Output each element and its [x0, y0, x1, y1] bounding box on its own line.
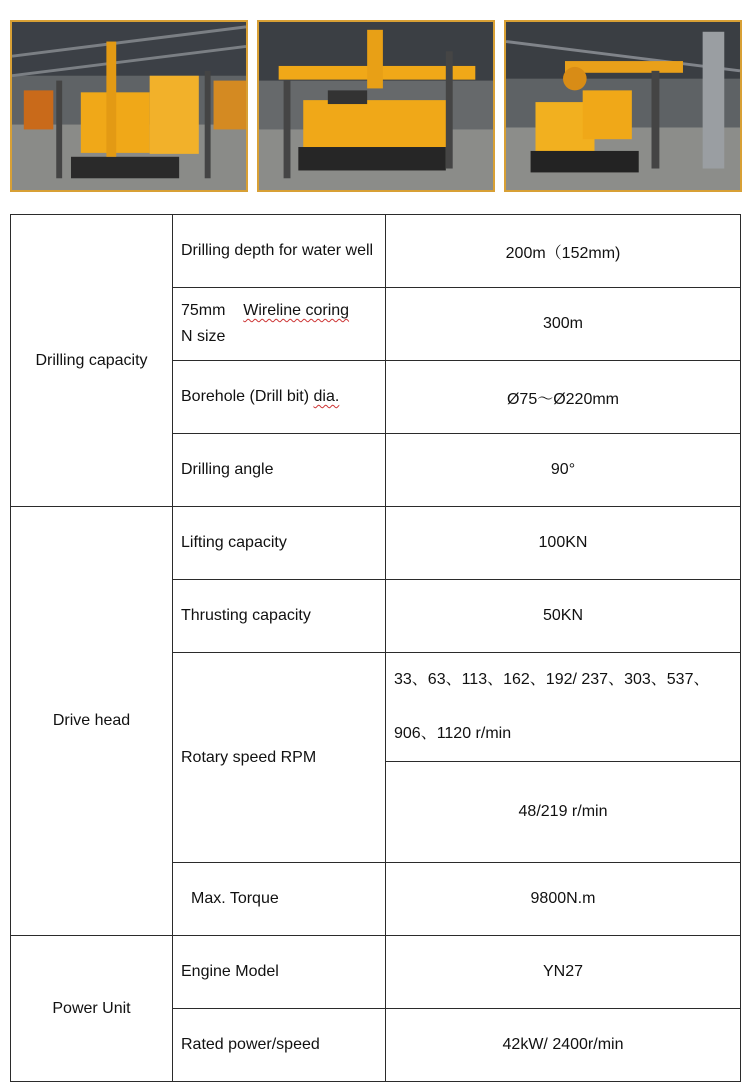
param-rated-power: Rated power/speed: [173, 1009, 386, 1082]
param-wireline-coring: [173, 288, 386, 361]
value-engine-model: YN27: [386, 936, 741, 1009]
param-drilling-depth: Drilling depth for water well: [173, 215, 386, 288]
param-borehole-label: Borehole (Drill bit): [181, 388, 310, 405]
photo-strip: [0, 0, 750, 200]
value-wireline-coring: 300m: [386, 288, 741, 361]
param-lifting-capacity: Lifting capacity: [173, 507, 386, 580]
param-wireline-n-size: N size: [181, 328, 226, 345]
value-rotary-speed-low: 48/219 r/min: [386, 762, 741, 863]
param-wireline-label: Wireline coring: [243, 302, 350, 319]
drilling-rig-photo-1: [10, 20, 248, 192]
drilling-rig-photo-3: [504, 20, 742, 192]
value-lifting-capacity: 100KN: [386, 507, 741, 580]
value-drilling-depth: 200m（152mm): [386, 215, 741, 288]
value-max-torque: 9800N.m: [386, 863, 741, 936]
param-borehole-dia-abbr: dia.: [313, 388, 340, 405]
value-borehole-dia: Ø75～Ø220mm: [386, 361, 741, 434]
param-borehole-dia: [173, 361, 386, 434]
spec-table: [10, 214, 741, 1082]
param-wireline-size: 75mm: [181, 302, 226, 319]
value-drilling-angle: 90°: [386, 434, 741, 507]
rotary-speed-line-2: 906、1120 r/min: [394, 725, 512, 742]
table-row: [11, 215, 741, 288]
table-row: [11, 507, 741, 580]
value-rotary-speed-list: [386, 653, 741, 762]
param-max-torque-label: Max. Torque: [191, 890, 279, 907]
table-row: [11, 936, 741, 1009]
group-drive-head: Drive head: [11, 507, 173, 936]
param-drilling-angle: Drilling angle: [173, 434, 386, 507]
param-thrusting-capacity: Thrusting capacity: [173, 580, 386, 653]
group-drilling-capacity: Drilling capacity: [11, 215, 173, 507]
group-power-unit: Power Unit: [11, 936, 173, 1082]
param-engine-model: Engine Model: [173, 936, 386, 1009]
value-rated-power: 42kW/ 2400r/min: [386, 1009, 741, 1082]
param-rotary-speed: Rotary speed RPM: [173, 653, 386, 863]
rotary-speed-line-1: 33、63、113、162、192/ 237、303、537、: [394, 671, 710, 688]
drilling-rig-photo-2: [257, 20, 495, 192]
param-max-torque: [173, 863, 386, 936]
value-thrusting-capacity: 50KN: [386, 580, 741, 653]
